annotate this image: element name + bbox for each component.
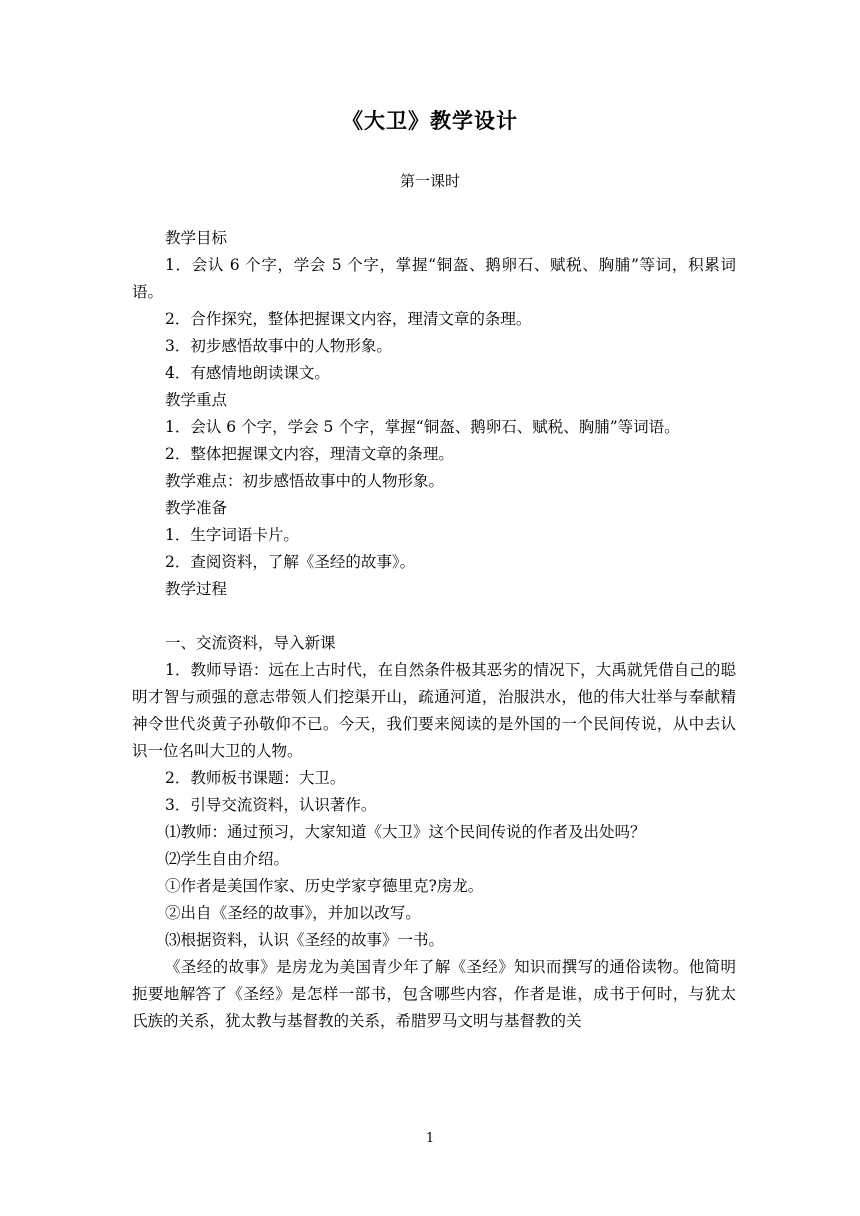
goal-item: 1．会认 6 个字，学会 5 个字，掌握“铜盔、鹅卵石、赋税、胸脯”等词，积累词语。 bbox=[132, 256, 736, 301]
key-point-item: 2．整体把握课文内容，理清文章的条理。 bbox=[165, 445, 454, 463]
lesson-subtitle: 第一课时 bbox=[399, 172, 460, 190]
document-title: 《大卫》教学设计 bbox=[342, 109, 518, 133]
paragraph: 《圣经的故事》是房龙为美国青少年了解《圣经》知识而撰写的通俗读物。他简明扼要地解答了《圣经》是怎样一部书，包含哪些内容，作者是谁，成书于何时，与犹太氏族的关系，犹太教与基督教的关系，希腊罗马文明与基督教的关 bbox=[132, 958, 736, 1030]
prep-item: 1．生字词语卡片。 bbox=[165, 526, 299, 544]
goal-item: 2．合作探究，整体把握课文内容，理清文章的条理。 bbox=[165, 310, 532, 328]
paragraph: ①作者是美国作家、历史学家亨德里克?房龙。 bbox=[165, 877, 484, 895]
paragraph: ⑶根据资料，认识《圣经的故事》一书。 bbox=[165, 931, 445, 949]
section-heading: 一、交流资料，导入新课 bbox=[165, 634, 336, 652]
paragraph: ⑴教师：通过预习，大家知道《大卫》这个民间传说的作者及出处吗？ bbox=[165, 823, 646, 841]
prep-item: 2．查阅资料，了解《圣经的故事》。 bbox=[165, 553, 416, 571]
paragraph: ⑵学生自由介绍。 bbox=[165, 850, 290, 868]
process-heading: 教学过程 bbox=[165, 580, 228, 598]
key-point-item: 1．会认 6 个字，学会 5 个字，掌握“铜盔、鹅卵石、赋税、胸脯”等词语。 bbox=[165, 418, 680, 436]
key-points-heading: 教学重点 bbox=[165, 391, 228, 409]
prep-heading: 教学准备 bbox=[165, 499, 228, 517]
difficulty-line: 教学难点：初步感悟故事中的人物形象。 bbox=[165, 472, 445, 490]
paragraph: ②出自《圣经的故事》，并加以改写。 bbox=[165, 904, 421, 922]
blank-line bbox=[132, 603, 736, 630]
goal-item: 3．初步感悟故事中的人物形象。 bbox=[165, 337, 392, 355]
document-body bbox=[132, 225, 736, 1035]
page-number: 1 bbox=[425, 1131, 435, 1146]
goal-item: 4．有感情地朗读课文。 bbox=[165, 364, 330, 382]
paragraph: 2．教师板书课题：大卫。 bbox=[165, 769, 346, 787]
goals-heading: 教学目标 bbox=[165, 229, 228, 247]
paragraph: 1．教师导语：远在上古时代，在自然条件极其恶劣的情况下，大禹就凭借自己的聪明才智与顽强的意志带领人们挖渠开山，疏通河道，治服洪水，他的伟大壮举与奉献精神令世代炎黄子孙敬仰不已。今天，我们要来阅读的是外国的一个民间传说，从中去认识一位名叫大卫的人物。 bbox=[132, 661, 736, 760]
paragraph: 3．引导交流资料，认识著作。 bbox=[165, 796, 377, 814]
